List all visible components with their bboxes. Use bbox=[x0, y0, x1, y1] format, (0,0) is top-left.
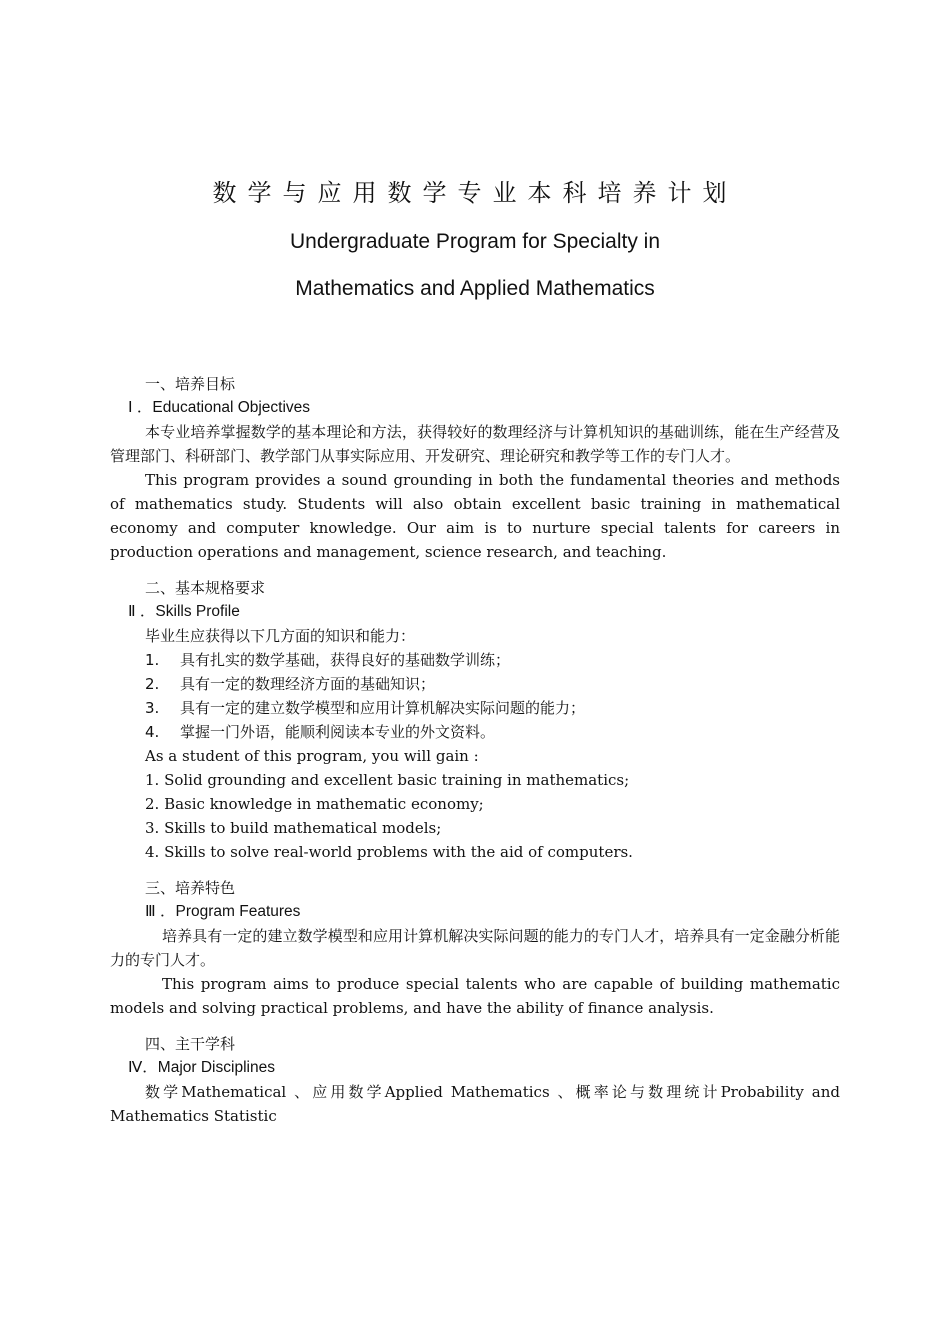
list-item: 3. Skills to build mathematical models; bbox=[145, 819, 442, 837]
section-paragraph-mixed: 数学Mathematical 、应用数学Applied Mathematics 、概率论与数理统计Probability and Mathematics Statistic bbox=[110, 1083, 840, 1125]
list-item: 4. 掌握一门外语，能顺利阅读本专业的外文资料。 bbox=[145, 723, 496, 741]
section-paragraph-cn: 培养具有一定的建立数学模型和应用计算机解决实际问题的能力的专门人才，培养具有一定金融分析能力的专门人才。 bbox=[110, 927, 840, 969]
document-title-english-line1: Undergraduate Program for Specialty in bbox=[289, 230, 661, 253]
section-skills-profile bbox=[110, 576, 840, 864]
section-heading-en: Ⅰ ．Educational Objectives bbox=[128, 399, 311, 416]
skills-intro-cn: 毕业生应获得以下几方面的知识和能力： bbox=[145, 627, 416, 645]
section-heading-en: Ⅲ ．Program Features bbox=[145, 903, 301, 920]
section-educational-objectives bbox=[110, 372, 840, 564]
list-item: 1. 具有扎实的数学基础，获得良好的基础数学训练； bbox=[145, 651, 511, 669]
list-item: 3. 具有一定的建立数学模型和应用计算机解决实际问题的能力； bbox=[145, 699, 586, 717]
section-paragraph-cn: 本专业培养掌握数学的基本理论和方法，获得较好的数理经济与计算机知识的基础训练，能在生产经营及管理部门、科研部门、教学部门从事实际应用、开发研究、理论研究和教学等工作的专门人才。 bbox=[110, 423, 840, 465]
list-item: 4. Skills to solve real-world problems with the aid of computers. bbox=[145, 843, 633, 861]
section-heading-en: Ⅳ．Major Disciplines bbox=[128, 1059, 275, 1076]
document-title-chinese: 数学与应用数学专业本科培养计划 bbox=[212, 179, 738, 207]
list-item: 2. Basic knowledge in mathematic economy; bbox=[145, 795, 484, 813]
section-heading-cn: 一、培养目标 bbox=[145, 375, 236, 393]
section-heading-cn: 四、主干学科 bbox=[145, 1035, 236, 1053]
list-item: 1. Solid grounding and excellent basic training in mathematics; bbox=[145, 771, 630, 789]
skills-intro-en: As a student of this program, you will gain : bbox=[145, 747, 479, 765]
document-title-english-line2: Mathematics and Applied Mathematics bbox=[295, 277, 655, 300]
section-paragraph-en: This program provides a sound grounding in both the fundamental theories and methods of mathematics study. Students will also obtain excellent basic training in mathematical economy and computer knowledge. Our aim is to nurture special talents for careers in production operations and management, science research, and teaching. bbox=[110, 471, 840, 561]
list-item: 2. 具有一定的数理经济方面的基础知识； bbox=[145, 675, 436, 693]
section-heading-cn: 三、培养特色 bbox=[145, 879, 236, 897]
document-body bbox=[110, 372, 840, 1128]
section-major-disciplines bbox=[110, 1032, 840, 1128]
section-heading-en: Ⅱ ．Skills Profile bbox=[128, 603, 240, 620]
section-paragraph-en: This program aims to produce special talents who are capable of building mathematic models and solving practical problems, and have the ability of finance analysis. bbox=[110, 975, 840, 1017]
section-heading-cn: 二、基本规格要求 bbox=[145, 579, 266, 597]
section-program-features bbox=[110, 876, 840, 1020]
